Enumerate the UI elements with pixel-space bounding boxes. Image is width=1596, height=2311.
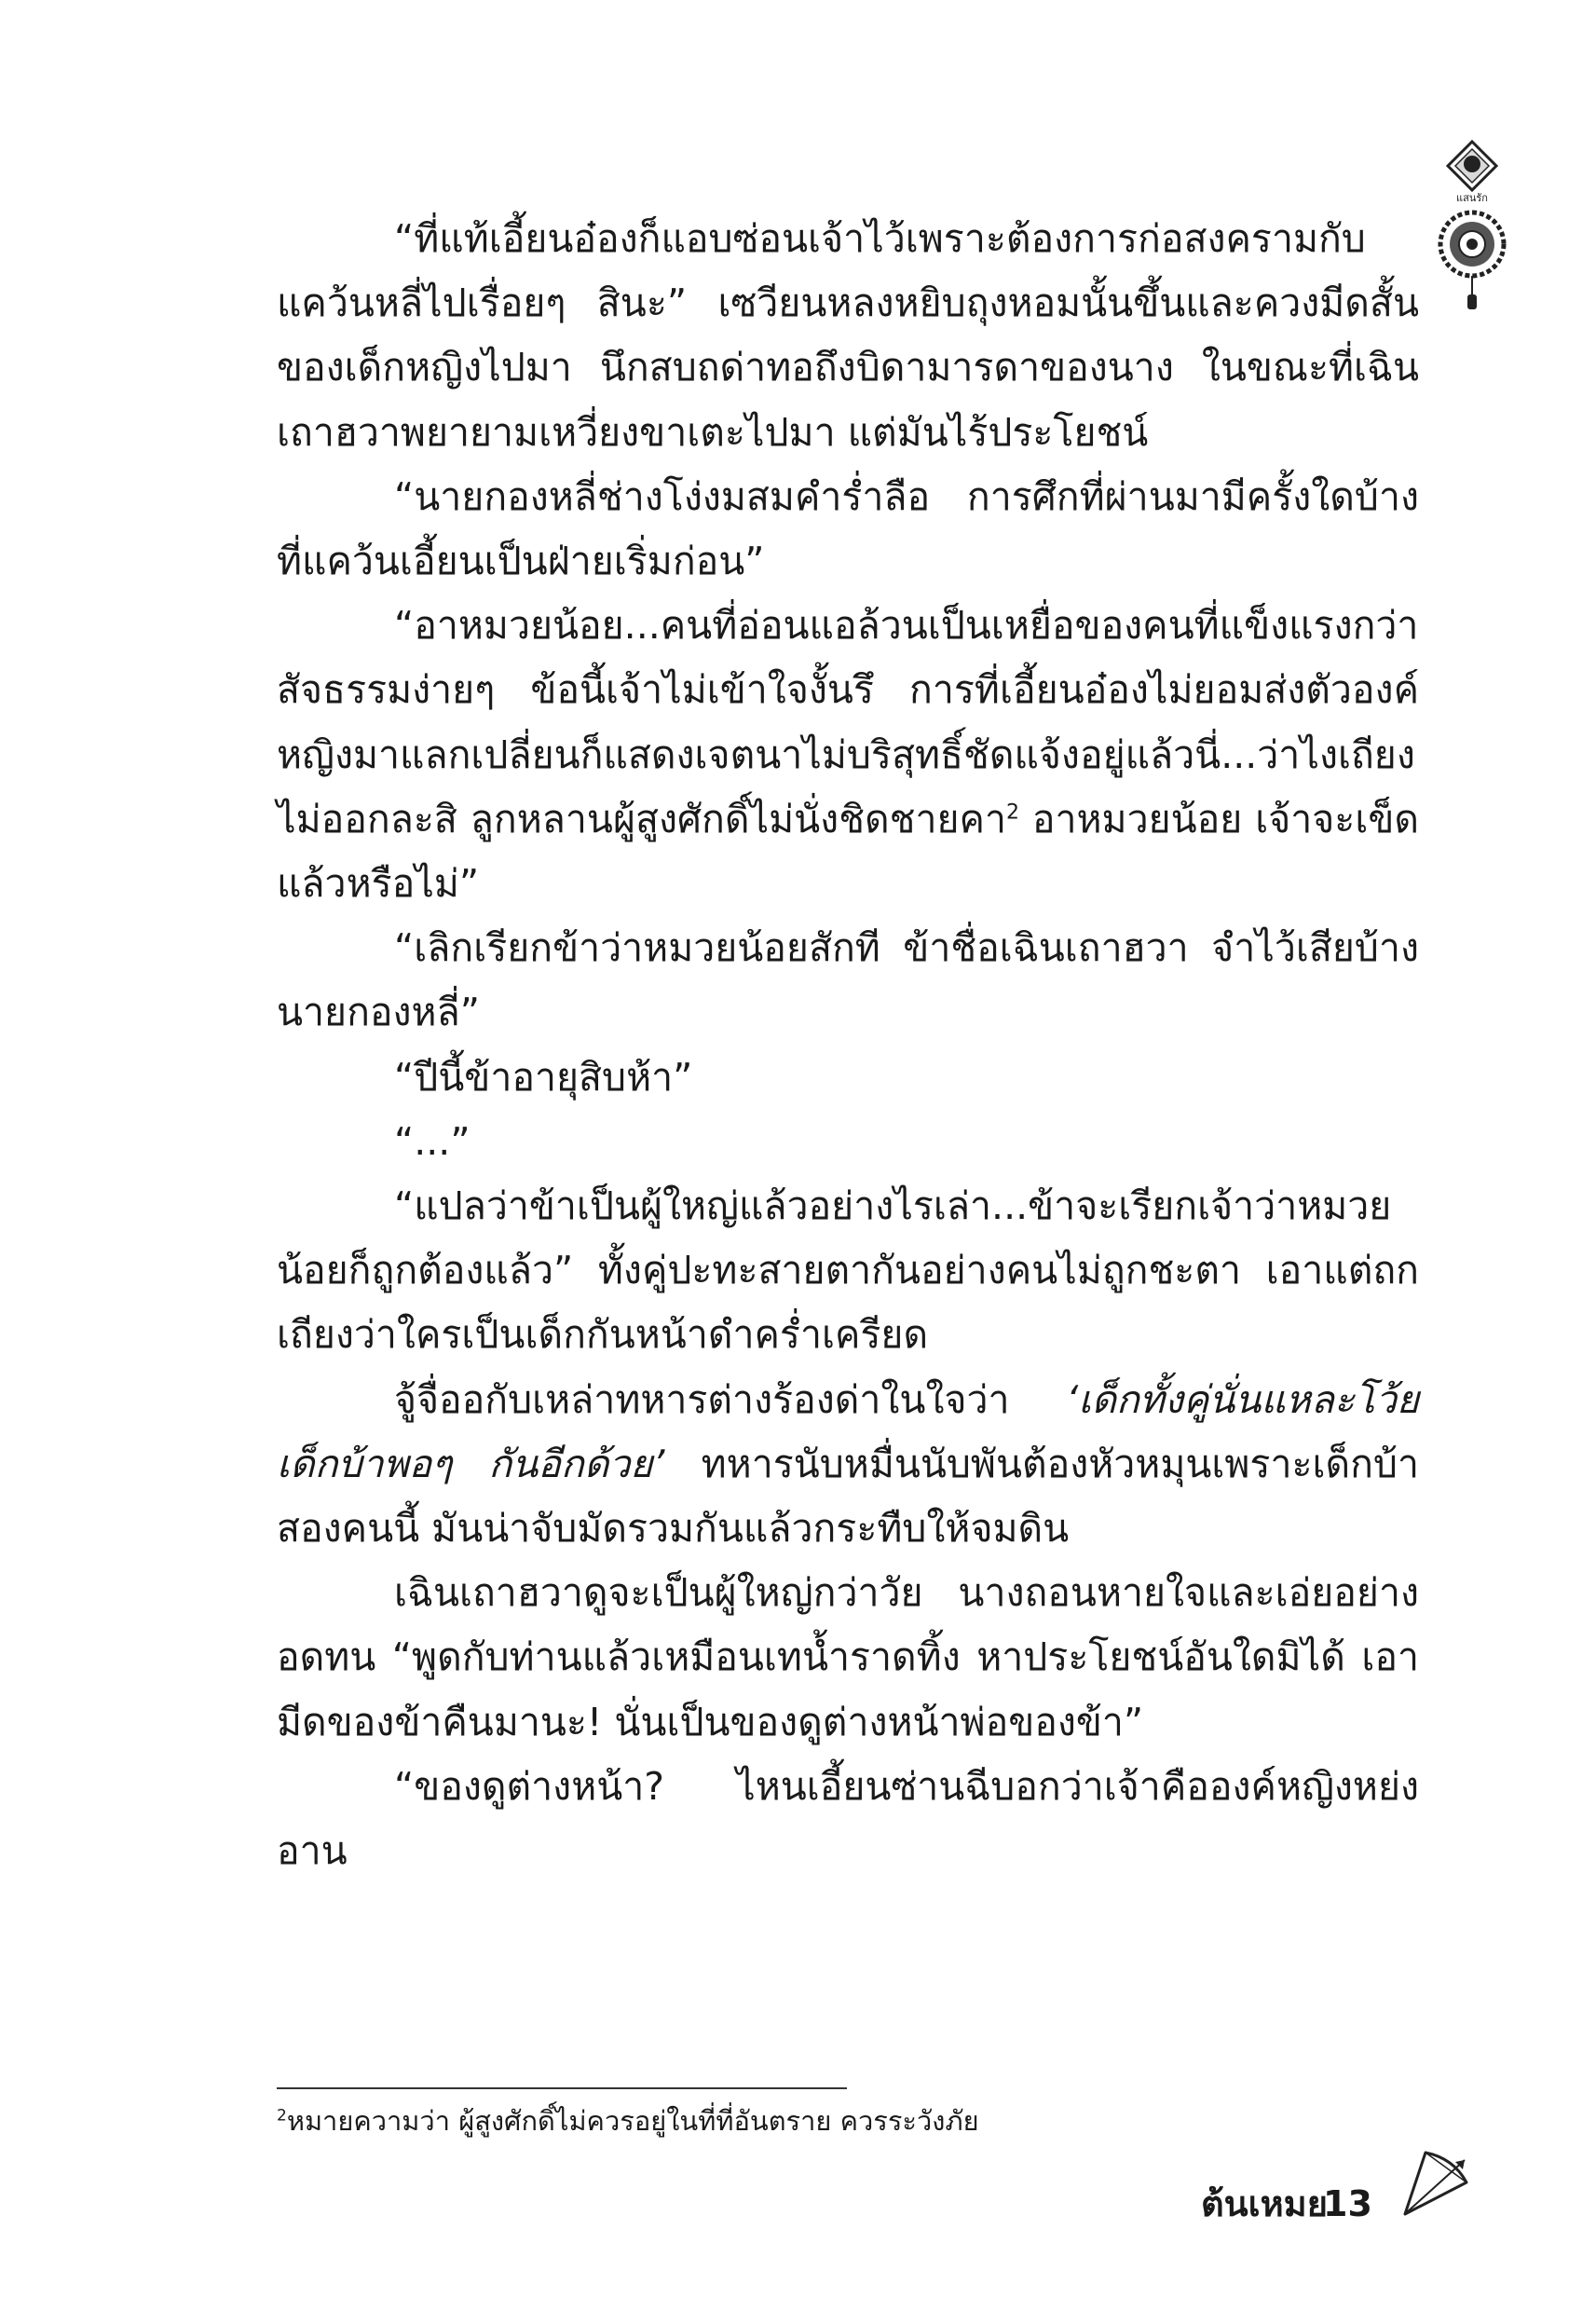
paragraph-3 xyxy=(277,594,1419,916)
italic-quote: ‘เด็กทั้งคู่นั่นแหละโว้ย เด็กบ้าพอๆ กันอีกด้วย’ xyxy=(277,1376,1419,1486)
page-number: 13 xyxy=(1323,2183,1372,2224)
footnote-reference: 2 xyxy=(1005,800,1019,825)
paragraph-8 xyxy=(277,1368,1419,1562)
emblem-label: แสนรัก xyxy=(1456,192,1488,204)
paragraph-7: “แปลว่าข้าเป็นผู้ใหญ่แล้วอย่างไรเล่า...ข้าจะเรียกเจ้าว่าหมวยน้อยก็ถูกต้องแล้ว” ทั้งคู่ปะทะสายตากันอย่างคนไม่ถูกชะตา เอาแต่ถกเถียงว่าใครเป็นเด็กกันหน้าดำคร่ำเครียด xyxy=(277,1183,1419,1358)
ornamental-seal-icon xyxy=(1435,140,1509,317)
paragraph-1: “ที่แท้เอี้ยนอ๋องก็แอบซ่อนเจ้าไว้เพราะต้องการก่อสงครามกับแคว้นหลี่ไปเรื่อยๆ สินะ” เซวียนหลงหยิบถุงหอมนั้นขึ้นและควงมีดสั้นของเด็กหญิงไปมา นึกสบถด่าทอถึงบิดามารดาของนาง ในขณะที่เฉินเถาฮวาพยายามเหวี่ยงขาเตะไปมา แต่มันไร้ประโยชน์ xyxy=(277,216,1419,455)
paragraph-4: “เลิกเรียกข้าว่าหมวยน้อยสักที ข้าชื่อเฉินเถาฮวา จำไว้เสียบ้างนายกองหลี่” xyxy=(277,925,1419,1035)
paragraph-2: “นายกองหลี่ช่างโง่งมสมคำร่ำลือ การศึกที่ผ่านมามีครั้งใดบ้างที่แคว้นเอี้ยนเป็นฝ่ายเริ่มก่อน” xyxy=(277,473,1419,584)
paragraph-3-text-end: อาหมวยน้อย เจ้าจะเข็ดแล้วหรือไม่” xyxy=(277,796,1419,907)
footnote xyxy=(277,2102,1302,2140)
paragraph-6: “...” xyxy=(394,1118,471,1164)
paragraph-8-text-end: ทหารนับหมื่นนับพันต้องหัวหมุนเพราะเด็กบ้าสองคนนี้ มันน่าจับมัดรวมกันแล้วกระทืบให้จมดิน xyxy=(277,1441,1419,1552)
running-title: ต้นเหมย xyxy=(1200,2182,1328,2224)
footnote-mark: 2 xyxy=(277,2106,287,2126)
paragraph-3-text: “อาหมวยน้อย...คนที่อ่อนแอล้วนเป็นเหยื่อของคนที่แข็งแรงกว่า สัจธรรมง่ายๆ ข้อนี้เจ้าไม่เข้าใจงั้นรึ การที่เอี้ยนอ๋องไม่ยอมส่งตัวองค์หญิงมาแลกเปลี่ยนก็แสดงเจตนาไม่บริสุทธิ์ชัดแจ้งอยู่แล้วนี่...ว่าไงเถียงไม่ออกละสิ ลูกหลานผู้สูงศักดิ์ไม่นั่งชิดชายคา xyxy=(277,603,1419,841)
footnote-text: หมายความว่า ผู้สูงศักดิ์ไม่ควรอยู่ในที่ที่อันตราย ควรระวังภัย xyxy=(286,2105,979,2137)
paragraph-9: เฉินเถาฮวาดูจะเป็นผู้ใหญ่กว่าวัย นางถอนหายใจและเอ่ยอย่างอดทน “พูดกับท่านแล้วเหมือนเทน้ำราดทิ้ง หาประโยชน์อันใดมิได้ เอามีดของข้าคืนมานะ! นั่นเป็นของดูต่างหน้าพ่อของข้า” xyxy=(277,1570,1419,1744)
paragraph-10: “ของดูต่างหน้า? ไหนเอี้ยนซ่านฉีบอกว่าเจ้าคือองค์หญิงหย่งอาน xyxy=(277,1763,1419,1874)
body-text xyxy=(277,207,1419,1883)
footnote-divider xyxy=(277,2087,847,2089)
bow-arrow-icon xyxy=(1398,2141,1472,2222)
paragraph-8-text: จู้จื่ออกับเหล่าทหารต่างร้องด่าในใจว่า xyxy=(394,1376,1067,1422)
paragraph-5: “ปีนี้ข้าอายุสิบห้า” xyxy=(394,1054,693,1100)
